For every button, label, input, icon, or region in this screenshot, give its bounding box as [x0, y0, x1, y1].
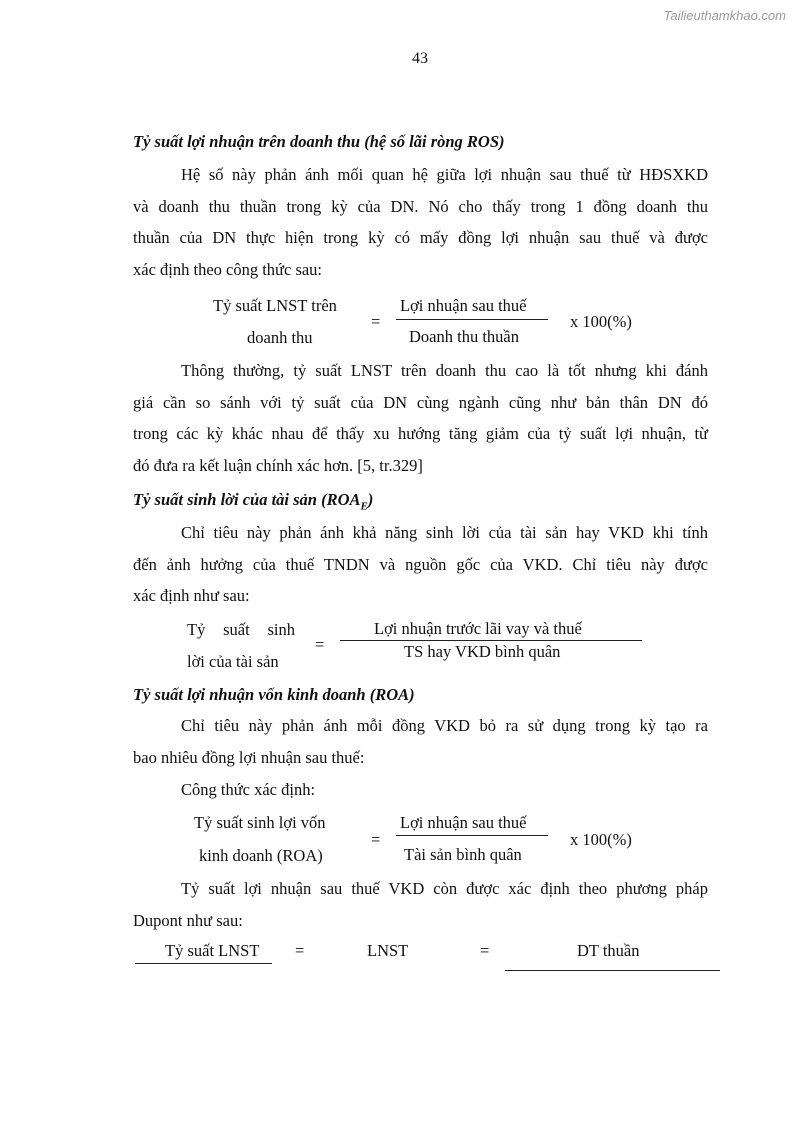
- paragraph-roae-intro: [133, 517, 708, 612]
- formula-ros-label-line1: Tỷ suất LNST trên: [213, 296, 337, 315]
- dupont-term-2: LNST: [367, 941, 409, 960]
- fraction-bar: [505, 970, 720, 971]
- text-line: Tỷ suất lợi nhuận sau thuế VKD còn được xác định theo phương pháp: [181, 879, 708, 898]
- formula-roa-label-line2: kinh doanh (ROA): [199, 846, 323, 865]
- fraction-bar: [340, 640, 642, 641]
- text-line: Dupont như sau:: [133, 910, 243, 930]
- text-line: bao nhiêu đồng lợi nhuận sau thuế:: [133, 747, 365, 767]
- formula-roae-denominator: TS hay VKD bình quân: [404, 642, 561, 661]
- fraction-bar: [396, 835, 548, 836]
- text-line: xác định theo công thức sau:: [133, 259, 323, 279]
- formula-roae-equals: =: [315, 635, 325, 654]
- formula-roa-numerator: Lợi nhuận sau thuế: [400, 813, 527, 832]
- formula-ros-numerator: Lợi nhuận sau thuế: [400, 296, 527, 315]
- text-line: Hệ số này phản ánh mối quan hệ giữa lợi nhuận sau thuế từ HĐSXKD: [181, 165, 708, 184]
- dupont-equals-1: =: [295, 941, 305, 960]
- text-line: Thông thường, tỷ suất LNST trên doanh thu cao là tốt nhưng khi đánh: [181, 361, 708, 380]
- text-line: Chỉ tiêu này phản ánh mỗi đồng VKD bỏ ra sử dụng trong kỳ tạo ra: [181, 716, 708, 735]
- paragraph-roa-dupont: [133, 873, 708, 936]
- formula-ros-multiplier: x 100(%): [570, 312, 632, 331]
- fraction-bar: [396, 319, 548, 320]
- paragraph-ros-comment: [133, 355, 708, 481]
- page-number: 43: [412, 50, 428, 67]
- text-line: đó đưa ra kết luận chính xác hơn. [5, tr.329]: [133, 455, 423, 475]
- text-line: thuần của DN thực hiện trong kỳ có mấy đồng lợi nhuận sau thuế và được: [133, 228, 708, 247]
- text-line: xác định như sau:: [133, 586, 250, 605]
- fraction-bar: [135, 963, 272, 964]
- watermark: Tailieuthamkhao.com: [663, 8, 786, 23]
- dupont-equals-2: =: [480, 941, 490, 960]
- formula-roae-numerator: Lợi nhuận trước lãi vay và thuế: [374, 619, 582, 638]
- heading-text: Tỷ suất sinh lời của tài sản (ROA: [133, 490, 361, 509]
- formula-ros-label-line2: doanh thu: [247, 328, 313, 347]
- text-line: giá cần so sánh với tỷ suất của DN cùng ngành cũng như bản thân DN đó: [133, 392, 708, 412]
- text-line: trong các kỳ khác nhau để thấy xu hướng tăng giảm của tỷ suất lợi nhuận, từ: [133, 424, 708, 443]
- dupont-term-1: Tỷ suất LNST: [165, 941, 260, 960]
- section-heading-roa: Tỷ suất lợi nhuận vốn kinh doanh (ROA): [133, 685, 415, 704]
- formula-roa-multiplier: x 100(%): [570, 830, 632, 849]
- heading-subscript: E: [360, 500, 368, 513]
- formula-roae-label-line1: Tỷ suất sinh: [187, 620, 295, 639]
- paragraph-ros-intro: [133, 159, 708, 285]
- text-line: đến ảnh hưởng của thuế TNDN và nguồn gốc của VKD. Chỉ tiêu này được: [133, 554, 708, 574]
- text-line: Chỉ tiêu này phản ánh khả năng sinh lời của tài sản hay VKD khi tính: [181, 523, 708, 542]
- formula-roa-label-line1: Tỷ suất sinh lợi vốn: [194, 813, 326, 832]
- formula-ros-denominator: Doanh thu thuần: [409, 327, 519, 346]
- section-heading-ros: Tỷ suất lợi nhuận trên doanh thu (hệ số lãi ròng ROS): [133, 132, 505, 151]
- formula-roa-intro: Công thức xác định:: [181, 780, 316, 799]
- formula-roa-denominator: Tài sản bình quân: [404, 845, 522, 864]
- formula-roae-label-line2: lời của tài sản: [187, 652, 279, 671]
- formula-ros-equals: =: [371, 312, 381, 331]
- section-heading-roae: [133, 490, 373, 512]
- formula-roa-equals: =: [371, 830, 381, 849]
- heading-close: ): [367, 490, 374, 509]
- paragraph-roa-intro: [133, 710, 708, 773]
- dupont-term-3: DT thuần: [577, 941, 640, 960]
- text-line: và doanh thu thuần trong kỳ của DN. Nó cho thấy trong 1 đồng doanh thu: [133, 196, 708, 216]
